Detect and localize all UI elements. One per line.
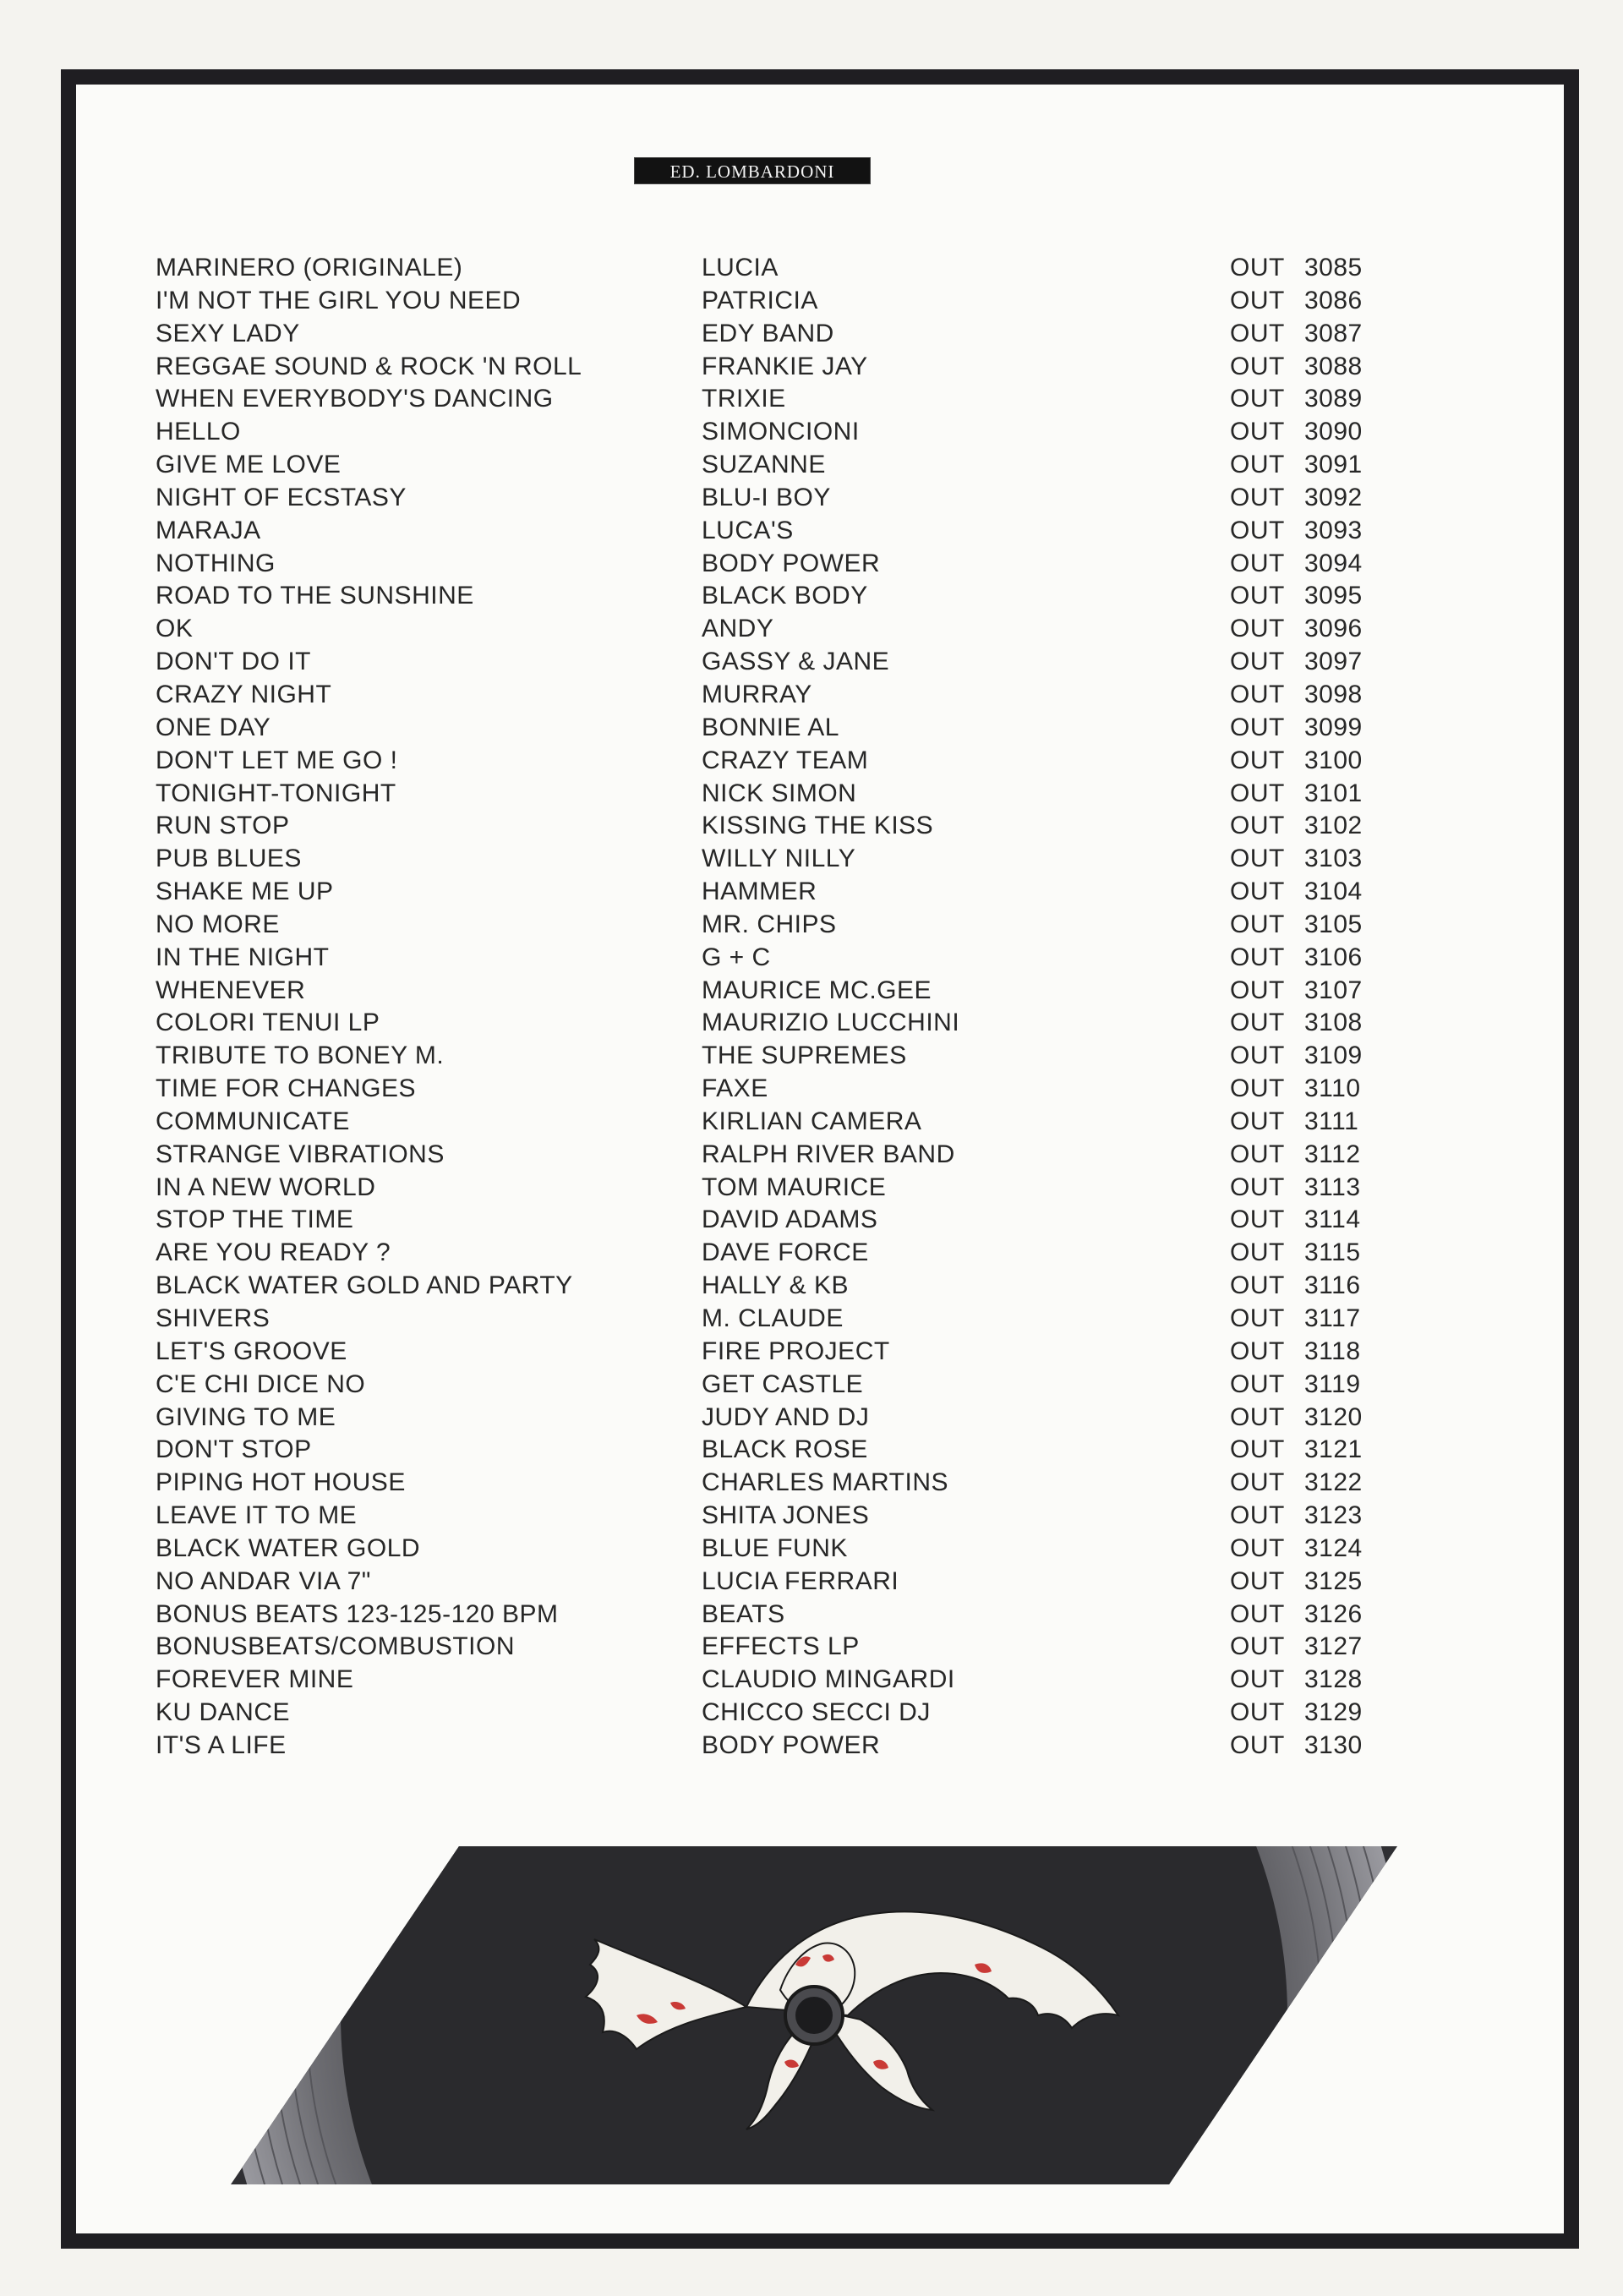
catalog-prefix: OUT bbox=[1230, 385, 1285, 413]
catalog-prefix: OUT bbox=[1230, 746, 1285, 774]
artist-name: TRIXIE bbox=[702, 385, 786, 413]
artist-name: NICK SIMON bbox=[702, 779, 857, 807]
bat-on-vinyl-record-icon bbox=[231, 1846, 1397, 2184]
song-title: WHENEVER bbox=[156, 976, 306, 1004]
catalog-row bbox=[156, 1533, 1390, 1566]
catalog-row bbox=[156, 1204, 1390, 1237]
artist-name: CLAUDIO MINGARDI bbox=[702, 1665, 955, 1694]
artist-name: GASSY & JANE bbox=[702, 648, 890, 676]
song-title: LET'S GROOVE bbox=[156, 1337, 347, 1365]
catalog-number: 3086 bbox=[1304, 286, 1363, 314]
catalog-prefix: OUT bbox=[1230, 1238, 1285, 1267]
catalog-number: 3108 bbox=[1304, 1009, 1363, 1037]
song-title: NO ANDAR VIA 7" bbox=[156, 1566, 371, 1595]
artist-name: ANDY bbox=[702, 615, 774, 643]
artist-name: CHICCO SECCI DJ bbox=[702, 1698, 931, 1727]
artist-name: CRAZY TEAM bbox=[702, 746, 869, 774]
catalog-prefix: OUT bbox=[1230, 1304, 1285, 1332]
catalog-prefix: OUT bbox=[1230, 713, 1285, 741]
catalog-row bbox=[156, 252, 1390, 285]
catalog-prefix: OUT bbox=[1230, 779, 1285, 807]
catalog-row bbox=[156, 1599, 1390, 1632]
song-title: DON'T LET ME GO ! bbox=[156, 746, 398, 774]
catalog-row bbox=[156, 1566, 1390, 1599]
artist-name: THE SUPREMES bbox=[702, 1041, 907, 1070]
song-title: FOREVER MINE bbox=[156, 1665, 354, 1694]
catalog-number: 3099 bbox=[1304, 713, 1363, 741]
artist-name: JUDY AND DJ bbox=[702, 1402, 870, 1431]
catalog-row bbox=[156, 449, 1390, 482]
song-title: WHEN EVERYBODY'S DANCING bbox=[156, 385, 554, 413]
song-title: LEAVE IT TO ME bbox=[156, 1501, 358, 1530]
song-title: DON'T STOP bbox=[156, 1435, 312, 1464]
catalog-prefix: OUT bbox=[1230, 1566, 1285, 1595]
catalog-row bbox=[156, 1007, 1390, 1040]
catalog-prefix: OUT bbox=[1230, 1501, 1285, 1530]
catalog-number: 3111 bbox=[1304, 1107, 1359, 1135]
artist-name: SUZANNE bbox=[702, 451, 826, 479]
catalog-prefix: OUT bbox=[1230, 1730, 1285, 1759]
catalog-row bbox=[156, 1040, 1390, 1073]
artist-name: DAVE FORCE bbox=[702, 1238, 869, 1267]
catalog-number: 3116 bbox=[1304, 1271, 1361, 1300]
catalog-number: 3104 bbox=[1304, 877, 1363, 906]
catalog-number: 3098 bbox=[1304, 680, 1363, 708]
song-title: ONE DAY bbox=[156, 713, 271, 741]
catalog-prefix: OUT bbox=[1230, 910, 1285, 938]
artist-name: BEATS bbox=[702, 1599, 785, 1628]
catalog-number: 3113 bbox=[1304, 1173, 1361, 1201]
song-title: BONUS BEATS 123-125-120 BPM bbox=[156, 1599, 559, 1628]
catalog-prefix: OUT bbox=[1230, 451, 1285, 479]
song-title: ARE YOU READY ? bbox=[156, 1238, 391, 1267]
catalog-row bbox=[156, 580, 1390, 613]
catalog-prefix: OUT bbox=[1230, 418, 1285, 446]
catalog-number: 3105 bbox=[1304, 910, 1363, 938]
catalog-number: 3118 bbox=[1304, 1337, 1361, 1365]
artist-name: PATRICIA bbox=[702, 286, 818, 314]
artist-name: BLACK ROSE bbox=[702, 1435, 868, 1464]
catalog-row bbox=[156, 1336, 1390, 1369]
catalog-row bbox=[156, 416, 1390, 449]
artist-name: M. CLAUDE bbox=[702, 1304, 844, 1332]
artist-name: MAURIZIO LUCCHINI bbox=[702, 1009, 960, 1037]
artist-name: BLUE FUNK bbox=[702, 1533, 848, 1562]
song-title: SEXY LADY bbox=[156, 319, 300, 347]
catalog-row bbox=[156, 1434, 1390, 1467]
artist-name: FIRE PROJECT bbox=[702, 1337, 890, 1365]
catalog-number: 3103 bbox=[1304, 845, 1363, 873]
catalog-prefix: OUT bbox=[1230, 1468, 1285, 1497]
artist-name: FAXE bbox=[702, 1074, 768, 1103]
catalog-number: 3126 bbox=[1304, 1599, 1363, 1628]
artist-name: TOM MAURICE bbox=[702, 1173, 887, 1201]
catalog-row bbox=[156, 482, 1390, 515]
catalog-prefix: OUT bbox=[1230, 1140, 1285, 1168]
catalog-prefix: OUT bbox=[1230, 1665, 1285, 1694]
catalog-number: 3114 bbox=[1304, 1205, 1361, 1234]
catalog-prefix: OUT bbox=[1230, 845, 1285, 873]
artist-name: LUCA'S bbox=[702, 516, 794, 544]
catalog-prefix: OUT bbox=[1230, 1173, 1285, 1201]
catalog-number: 3101 bbox=[1304, 779, 1363, 807]
song-title: NO MORE bbox=[156, 910, 280, 938]
artist-name: BLU-I BOY bbox=[702, 483, 831, 511]
catalog-row bbox=[156, 712, 1390, 745]
catalog-number: 3096 bbox=[1304, 615, 1363, 643]
catalog-row bbox=[156, 515, 1390, 548]
artist-name: BODY POWER bbox=[702, 1730, 881, 1759]
song-title: C'E CHI DICE NO bbox=[156, 1369, 366, 1398]
catalog-number: 3106 bbox=[1304, 943, 1363, 971]
song-title: KU DANCE bbox=[156, 1698, 291, 1727]
catalog-prefix: OUT bbox=[1230, 680, 1285, 708]
artist-name: GET CASTLE bbox=[702, 1369, 864, 1398]
catalog-number: 3119 bbox=[1304, 1369, 1361, 1398]
song-title: STRANGE VIBRATIONS bbox=[156, 1140, 445, 1168]
catalog-row bbox=[156, 1303, 1390, 1336]
catalog-row bbox=[156, 1467, 1390, 1500]
song-title: GIVING TO ME bbox=[156, 1402, 336, 1431]
catalog-row bbox=[156, 1402, 1390, 1435]
song-title: TRIBUTE TO BONEY M. bbox=[156, 1041, 445, 1070]
catalog-row bbox=[156, 613, 1390, 646]
song-title: CRAZY NIGHT bbox=[156, 680, 332, 708]
song-title: SHAKE ME UP bbox=[156, 877, 334, 906]
catalog-number: 3124 bbox=[1304, 1533, 1363, 1562]
artist-name: CHARLES MARTINS bbox=[702, 1468, 949, 1497]
catalog-number: 3130 bbox=[1304, 1730, 1363, 1759]
catalog-list bbox=[156, 252, 1390, 1763]
catalog-prefix: OUT bbox=[1230, 1271, 1285, 1300]
catalog-row bbox=[156, 1730, 1390, 1763]
catalog-row bbox=[156, 745, 1390, 778]
catalog-prefix: OUT bbox=[1230, 352, 1285, 380]
artist-name: G + C bbox=[702, 943, 771, 971]
song-title: STOP THE TIME bbox=[156, 1205, 354, 1234]
catalog-prefix: OUT bbox=[1230, 877, 1285, 906]
catalog-prefix: OUT bbox=[1230, 1698, 1285, 1727]
catalog-number: 3121 bbox=[1304, 1435, 1363, 1464]
song-title: IN A NEW WORLD bbox=[156, 1173, 376, 1201]
artist-name: KIRLIAN CAMERA bbox=[702, 1107, 922, 1135]
catalog-number: 3129 bbox=[1304, 1698, 1363, 1727]
catalog-row bbox=[156, 810, 1390, 843]
song-title: BLACK WATER GOLD AND PARTY bbox=[156, 1271, 573, 1300]
catalog-row bbox=[156, 909, 1390, 942]
catalog-row bbox=[156, 351, 1390, 384]
catalog-row bbox=[156, 383, 1390, 416]
catalog-number: 3107 bbox=[1304, 976, 1363, 1004]
catalog-prefix: OUT bbox=[1230, 1009, 1285, 1037]
song-title: GIVE ME LOVE bbox=[156, 451, 342, 479]
catalog-prefix: OUT bbox=[1230, 1205, 1285, 1234]
catalog-row bbox=[156, 1139, 1390, 1172]
catalog-row bbox=[156, 285, 1390, 318]
artist-name: MAURICE MC.GEE bbox=[702, 976, 932, 1004]
catalog-row bbox=[156, 679, 1390, 712]
catalog-prefix: OUT bbox=[1230, 976, 1285, 1004]
catalog-number: 3127 bbox=[1304, 1632, 1363, 1661]
song-title: PUB BLUES bbox=[156, 845, 302, 873]
catalog-number: 3097 bbox=[1304, 648, 1363, 676]
catalog-row bbox=[156, 646, 1390, 679]
catalog-prefix: OUT bbox=[1230, 1435, 1285, 1464]
catalog-number: 3112 bbox=[1304, 1140, 1361, 1168]
song-title: MARINERO (ORIGINALE) bbox=[156, 254, 463, 282]
catalog-row bbox=[156, 1172, 1390, 1205]
catalog-number: 3102 bbox=[1304, 812, 1363, 840]
catalog-row bbox=[156, 843, 1390, 876]
catalog-row bbox=[156, 1237, 1390, 1270]
catalog-number: 3095 bbox=[1304, 582, 1363, 610]
catalog-row bbox=[156, 942, 1390, 975]
song-title: BONUSBEATS/COMBUSTION bbox=[156, 1632, 515, 1661]
catalog-prefix: OUT bbox=[1230, 286, 1285, 314]
catalog-row bbox=[156, 548, 1390, 581]
song-title: IN THE NIGHT bbox=[156, 943, 330, 971]
catalog-number: 3115 bbox=[1304, 1238, 1361, 1267]
catalog-prefix: OUT bbox=[1230, 1337, 1285, 1365]
catalog-prefix: OUT bbox=[1230, 648, 1285, 676]
catalog-number: 3120 bbox=[1304, 1402, 1363, 1431]
catalog-row bbox=[156, 1500, 1390, 1533]
song-title: NIGHT OF ECSTASY bbox=[156, 483, 407, 511]
catalog-number: 3087 bbox=[1304, 319, 1363, 347]
catalog-number: 3090 bbox=[1304, 418, 1363, 446]
catalog-number: 3122 bbox=[1304, 1468, 1363, 1497]
catalog-prefix: OUT bbox=[1230, 1074, 1285, 1103]
artist-name: FRANKIE JAY bbox=[702, 352, 868, 380]
song-title: BLACK WATER GOLD bbox=[156, 1533, 421, 1562]
catalog-number: 3117 bbox=[1304, 1304, 1361, 1332]
artist-name: SHITA JONES bbox=[702, 1501, 870, 1530]
catalog-prefix: OUT bbox=[1230, 582, 1285, 610]
catalog-row bbox=[156, 1106, 1390, 1139]
artist-name: KISSING THE KISS bbox=[702, 812, 934, 840]
catalog-row bbox=[156, 318, 1390, 351]
catalog-prefix: OUT bbox=[1230, 1632, 1285, 1661]
song-title: COLORI TENUI LP bbox=[156, 1009, 380, 1037]
catalog-number: 3123 bbox=[1304, 1501, 1363, 1530]
catalog-prefix: OUT bbox=[1230, 1599, 1285, 1628]
artist-name: RALPH RIVER BAND bbox=[702, 1140, 955, 1168]
publisher-label: ED. LOMBARDONI bbox=[634, 157, 871, 184]
catalog-number: 3088 bbox=[1304, 352, 1363, 380]
catalog-row bbox=[156, 1073, 1390, 1106]
catalog-prefix: OUT bbox=[1230, 549, 1285, 577]
artist-name: HAMMER bbox=[702, 877, 817, 906]
catalog-number: 3100 bbox=[1304, 746, 1363, 774]
catalog-number: 3110 bbox=[1304, 1074, 1361, 1103]
catalog-number: 3128 bbox=[1304, 1665, 1363, 1694]
catalog-prefix: OUT bbox=[1230, 1107, 1285, 1135]
song-title: RUN STOP bbox=[156, 812, 290, 840]
artist-name: LUCIA bbox=[702, 254, 779, 282]
artist-name: BODY POWER bbox=[702, 549, 881, 577]
song-title: MARAJA bbox=[156, 516, 261, 544]
song-title: TIME FOR CHANGES bbox=[156, 1074, 417, 1103]
catalog-prefix: OUT bbox=[1230, 1369, 1285, 1398]
catalog-row bbox=[156, 876, 1390, 909]
song-title: IT'S A LIFE bbox=[156, 1730, 287, 1759]
catalog-prefix: OUT bbox=[1230, 254, 1285, 282]
catalog-number: 3091 bbox=[1304, 451, 1363, 479]
artist-name: EDY BAND bbox=[702, 319, 834, 347]
song-title: SHIVERS bbox=[156, 1304, 270, 1332]
catalog-prefix: OUT bbox=[1230, 1402, 1285, 1431]
artist-name: EFFECTS LP bbox=[702, 1632, 860, 1661]
catalog-prefix: OUT bbox=[1230, 615, 1285, 643]
artist-name: WILLY NILLY bbox=[702, 845, 856, 873]
catalog-number: 3109 bbox=[1304, 1041, 1363, 1070]
catalog-prefix: OUT bbox=[1230, 516, 1285, 544]
catalog-row bbox=[156, 1664, 1390, 1697]
catalog-row bbox=[156, 975, 1390, 1008]
song-title: PIPING HOT HOUSE bbox=[156, 1468, 406, 1497]
song-title: COMMUNICATE bbox=[156, 1107, 350, 1135]
catalog-row bbox=[156, 1697, 1390, 1730]
catalog-prefix: OUT bbox=[1230, 483, 1285, 511]
catalog-prefix: OUT bbox=[1230, 319, 1285, 347]
artist-name: SIMONCIONI bbox=[702, 418, 860, 446]
catalog-prefix: OUT bbox=[1230, 943, 1285, 971]
song-title: HELLO bbox=[156, 418, 241, 446]
artist-name: DAVID ADAMS bbox=[702, 1205, 878, 1234]
artist-name: BONNIE AL bbox=[702, 713, 839, 741]
catalog-number: 3093 bbox=[1304, 516, 1363, 544]
catalog-number: 3085 bbox=[1304, 254, 1363, 282]
artist-name: MR. CHIPS bbox=[702, 910, 837, 938]
song-title: I'M NOT THE GIRL YOU NEED bbox=[156, 286, 522, 314]
catalog-prefix: OUT bbox=[1230, 1533, 1285, 1562]
catalog-number: 3125 bbox=[1304, 1566, 1363, 1595]
artist-name: MURRAY bbox=[702, 680, 812, 708]
catalog-number: 3092 bbox=[1304, 483, 1363, 511]
song-title: TONIGHT-TONIGHT bbox=[156, 779, 396, 807]
catalog-row bbox=[156, 1369, 1390, 1402]
catalog-number: 3094 bbox=[1304, 549, 1363, 577]
song-title: REGGAE SOUND & ROCK 'N ROLL bbox=[156, 352, 582, 380]
catalog-row bbox=[156, 1270, 1390, 1303]
song-title: NOTHING bbox=[156, 549, 276, 577]
artist-name: HALLY & KB bbox=[702, 1271, 849, 1300]
song-title: DON'T DO IT bbox=[156, 648, 312, 676]
catalog-prefix: OUT bbox=[1230, 1041, 1285, 1070]
catalog-number: 3089 bbox=[1304, 385, 1363, 413]
song-title: ROAD TO THE SUNSHINE bbox=[156, 582, 474, 610]
catalog-row bbox=[156, 1631, 1390, 1664]
song-title: OK bbox=[156, 615, 194, 643]
artist-name: LUCIA FERRARI bbox=[702, 1566, 899, 1595]
catalog-row bbox=[156, 778, 1390, 811]
artist-name: BLACK BODY bbox=[702, 582, 868, 610]
catalog-prefix: OUT bbox=[1230, 812, 1285, 840]
